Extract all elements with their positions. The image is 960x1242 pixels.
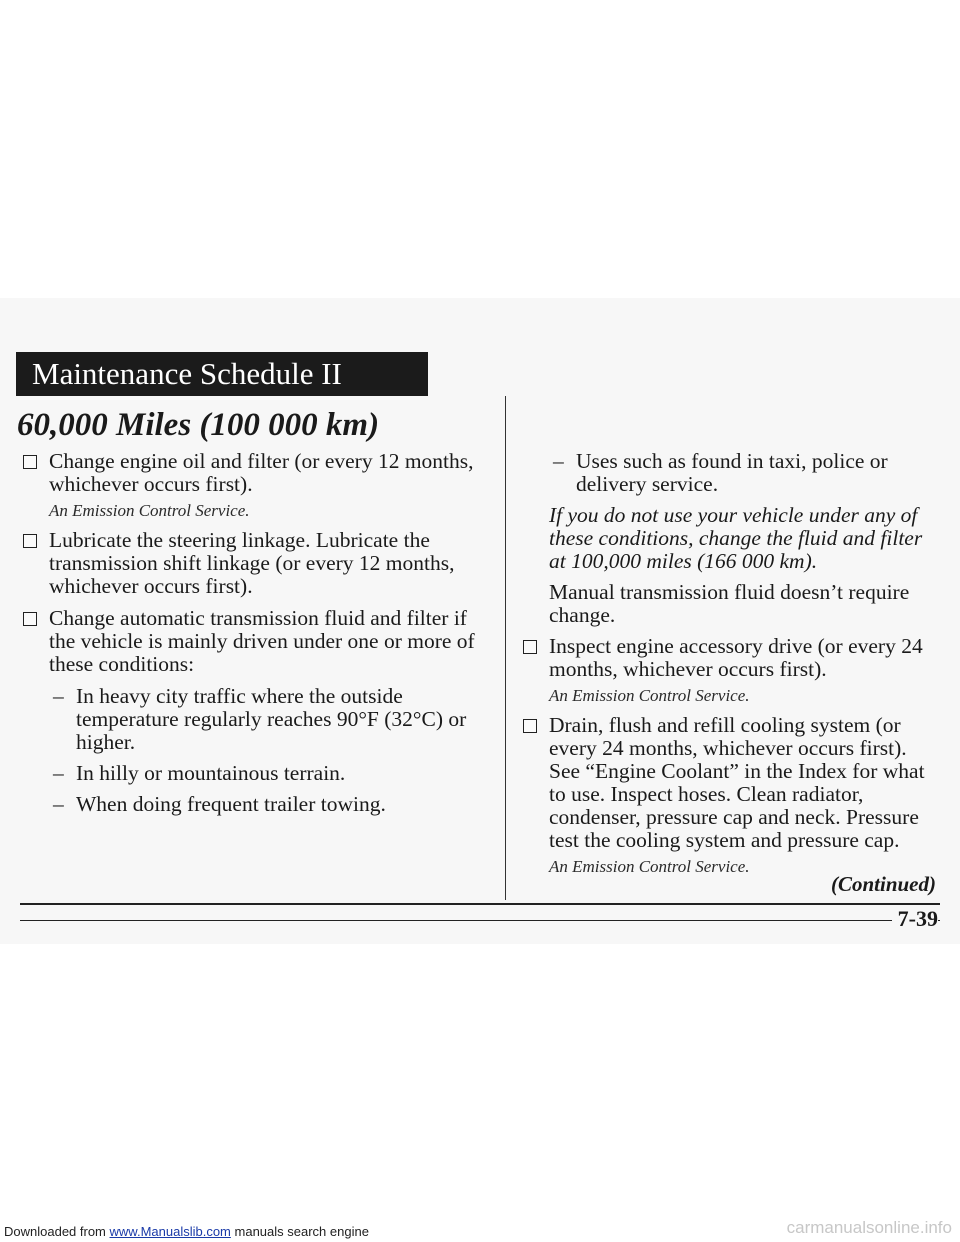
item-text: Drain, flush and refill cooling system (or every 24 months, whichever occurs first). See “Engine Coolant” in the Index for what to use. Inspect hoses. Clean radiator, condenser, pressure cap and neck. Pressure test the cooling system and pressure cap.: [549, 713, 925, 852]
condition-item: [522, 450, 942, 496]
checklist-item: [522, 635, 942, 681]
dash-bullet: –: [53, 761, 64, 785]
dash-bullet: –: [553, 449, 564, 473]
dash-bullet: –: [53, 792, 64, 816]
condition-text: In heavy city traffic where the outside temperature regularly reaches 90°F (32°C) or higher.: [76, 684, 467, 754]
checklist-item: [22, 607, 492, 676]
schedule-banner: Maintenance Schedule II: [16, 352, 428, 396]
condition-item: [22, 685, 492, 754]
footer-prefix: Downloaded from: [4, 1224, 106, 1239]
checkbox-icon: [23, 534, 37, 548]
checklist-item: [22, 529, 492, 598]
column-divider: [505, 396, 506, 900]
condition-text: In hilly or mountainous terrain.: [76, 761, 346, 785]
condition-item: [22, 762, 492, 785]
manualslib-link[interactable]: www.Manualslib.com: [109, 1224, 231, 1239]
dash-bullet: –: [53, 684, 64, 708]
condition-item: [22, 793, 492, 816]
footer-rule-bottom: [20, 920, 940, 921]
item-text: Change engine oil and filter (or every 12 months, whichever occurs first).: [49, 449, 474, 496]
footer-rule-top: [20, 903, 940, 905]
emission-note: An Emission Control Service.: [49, 501, 250, 520]
checkbox-icon: [23, 612, 37, 626]
italic-paragraph: If you do not use your vehicle under any of these conditions, change the fluid and filter at 100,000 miles (166 000 km).: [549, 503, 923, 573]
manual-page: [0, 298, 960, 944]
checkbox-icon: [523, 719, 537, 733]
footer-suffix: manuals search engine: [234, 1224, 369, 1239]
condition-text: Uses such as found in taxi, police or delivery service.: [576, 449, 888, 496]
continued-label: (Continued): [830, 872, 936, 896]
item-text: Lubricate the steering linkage. Lubricate the transmission shift linkage (or every 12 months, whichever occurs first).: [49, 528, 455, 598]
checklist-item: [22, 450, 492, 496]
checkbox-icon: [23, 455, 37, 469]
checklist-item: [522, 714, 942, 852]
page-number: 7-39: [892, 906, 938, 932]
paragraph: Manual transmission fluid doesn’t require change.: [549, 580, 910, 627]
emission-note: An Emission Control Service.: [549, 857, 750, 876]
section-title: 60,000 Miles (100 000 km): [17, 407, 380, 443]
checkbox-icon: [523, 640, 537, 654]
watermark: carmanualsonline.info: [786, 1218, 952, 1237]
condition-text: When doing frequent trailer towing.: [76, 792, 386, 816]
right-column: [522, 450, 942, 885]
emission-note: An Emission Control Service.: [549, 686, 750, 705]
item-text: Change automatic transmission fluid and filter if the vehicle is mainly driven under one or more of these conditions:: [49, 606, 475, 676]
item-text: Inspect engine accessory drive (or every 24 months, whichever occurs first).: [549, 634, 923, 681]
left-column: [22, 450, 492, 824]
download-footer: [4, 1224, 369, 1239]
